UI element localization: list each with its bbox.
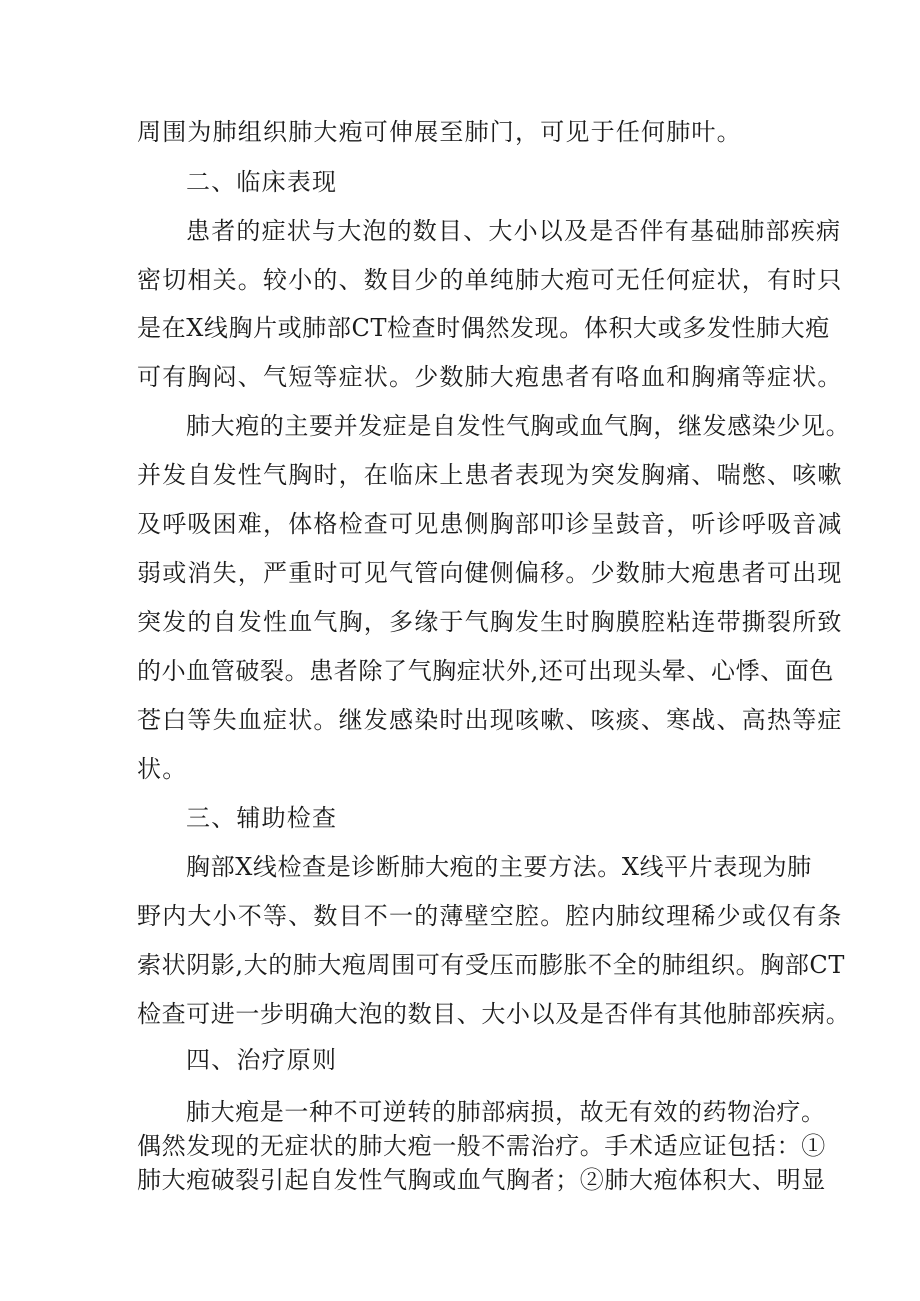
paragraph-line: 弱或消失，严重时可见气管向健侧偏移。少数肺大疱患者可出现 [137,559,843,587]
paragraph-line: 状。 [137,755,188,783]
section-heading: 三、辅助检查 [186,804,338,832]
paragraph-line: 苍白等失血症状。继发感染时出现咳嗽、咳痰、寒战、高热等症 [137,706,843,734]
section-heading: 四、治疗原则 [186,1046,338,1074]
paragraph-line: 野内大小不等、数目不一的薄壁空腔。腔内肺纹理稀少或仅有条 [137,902,843,930]
paragraph-line: 肺大疱的主要并发症是自发性气胸或血气胸，继发感染少见。 [186,412,851,440]
paragraph-line: 及呼吸困难，体格检查可见患侧胸部叩诊呈鼓音，听诊呼吸音减 [137,510,843,538]
paragraph-line: 患者的症状与大泡的数目、大小以及是否伴有基础肺部疾病 [186,217,842,245]
paragraph-line: 周围为肺组织肺大疱可伸展至肺门，可见于任何肺叶。 [137,118,742,146]
paragraph-line: 是在X线胸片或肺部CT检查时偶然发现。体积大或多发性肺大疱 [137,314,830,342]
paragraph-line: 索状阴影,大的肺大疱周围可有受压而膨胀不全的肺组织。胸部CT [137,951,845,979]
paragraph-line: 肺大疱是一种不可逆转的肺部病损，故无有效的药物治疗。 [186,1098,826,1126]
paragraph-line: 偶然发现的无症状的肺大疱一般不需治疗。手术适应证包括：① [137,1132,826,1160]
paragraph-line: 突发的自发性血气胸，多缘于气胸发生时胸膜腔粘连带撕裂所致 [137,608,843,636]
section-heading: 二、临床表现 [186,168,338,196]
paragraph-line: 的小血管破裂。患者除了气胸症状外,还可出现头晕、心悸、面色 [137,657,835,685]
paragraph-line: 可有胸闷、气短等症状。少数肺大疱患者有咯血和胸痛等症状。 [137,363,843,391]
paragraph-line: 密切相关。较小的、数目少的单纯肺大疱可无任何症状，有时只 [137,266,843,294]
paragraph-line: 并发自发性气胸时，在临床上患者表现为突发胸痛、喘憋、咳嗽 [137,461,843,489]
paragraph-line: 肺大疱破裂引起自发性气胸或血气胸者；②肺大疱体积大、明显 [137,1166,826,1194]
paragraph-line: 检查可进一步明确大泡的数目、大小以及是否伴有其他肺部疾病。 [137,1000,851,1028]
paragraph-line: 胸部X线检查是诊断肺大疱的主要方法。X线平片表现为肺 [186,853,812,881]
